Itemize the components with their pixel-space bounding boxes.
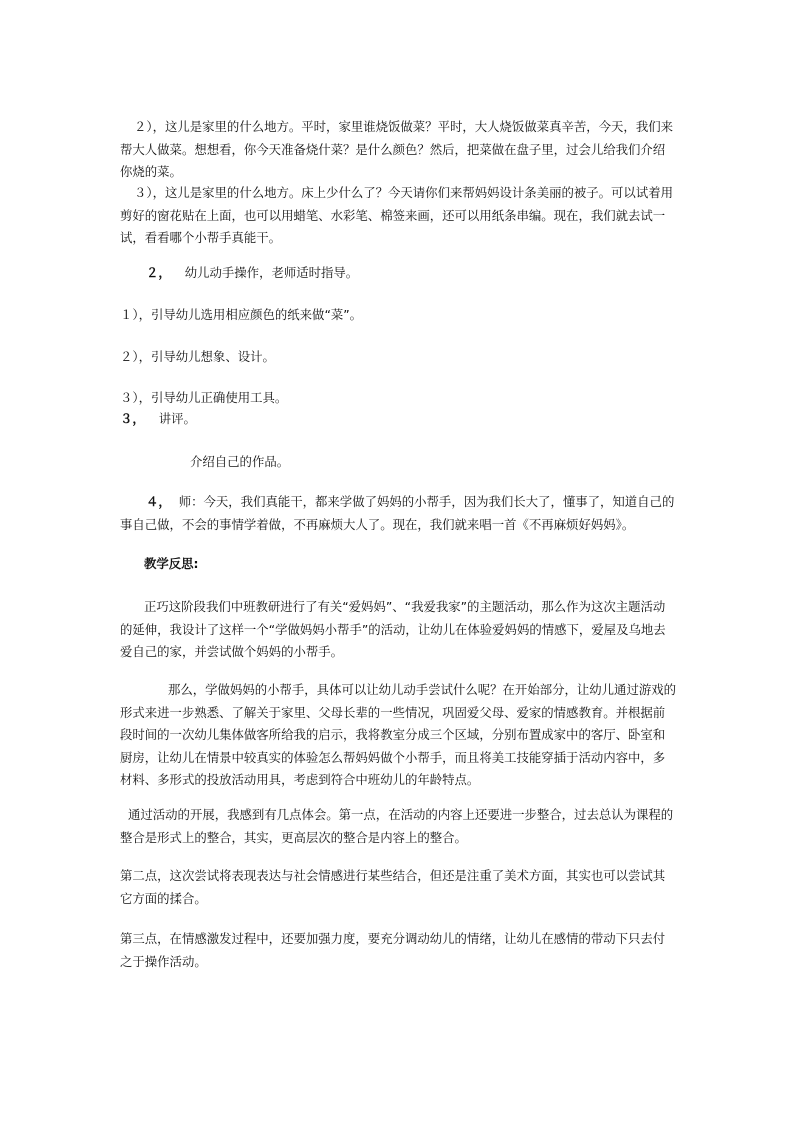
- paragraph-step-2-kitchen: ２），这儿是家里的什么地方。平时，家里谁烧饭做菜？平时，大人烧饭做菜真辛苦，今天，我们来帮大人做菜。想想看，你今天准备烧什菜？是什么颜色？然后，把菜做在盘子里，过会儿给我们介绍你烧的菜。: [120, 119, 673, 179]
- reflection-heading: 教学反思:: [144, 556, 199, 571]
- paragraph-guide-3: ３），引导幼儿正确使用工具。: [120, 390, 288, 405]
- paragraph-point-1: 通过活动的开展，我感到有几点体会。第一点，在活动的内容上还要进一步整合，过去总认为课程的整合是形式上的整合，其实，更高层次的整合是内容上的整合。: [120, 807, 674, 845]
- paragraph-guide-2: ２），引导幼儿想象、设计。: [120, 349, 275, 364]
- paragraph-reflection-detail: 那么，学做妈妈的小帮手，具体可以让幼儿动手尝试什么呢？在开始部分，让幼儿通过游戏的形式来进一步熟悉、了解关于家里、父母长辈的一些情况，巩固爱父母、爱家的情感教育。并根据前段时间的一次幼儿集体做客所给我的启示，我将教室分成三个区域，分别布置成家中的客厅、卧室和厨房，让幼儿在情景中较真实的体验怎么帮妈妈做个小帮手，而且将美工技能穿插于活动内容中，多材料、多形式的投放活动用具，考虑到符合中班幼儿的年龄特点。: [120, 682, 677, 787]
- section-number: ２，: [146, 266, 171, 280]
- paragraph-section-2: [120, 262, 676, 285]
- section-text: 幼儿动手操作，老师适时指导。: [184, 265, 359, 280]
- section-number: ３，: [120, 412, 145, 426]
- section-number: ４，: [146, 495, 171, 509]
- paragraph-reflection-intro: 正巧这阶段我们中班教研进行了有关“爱妈妈”、“我爱我家”的主题活动，那么作为这次主题活动的延伸，我设计了这样一个“学做妈妈小帮手”的活动，让幼儿在体验爱妈妈的情感下，爱屋及乌地去爱自己的家，并尝试做个妈妈的小帮手。: [120, 599, 666, 659]
- paragraph-section-4: [120, 491, 676, 536]
- paragraph-section-3: [120, 408, 676, 431]
- paragraph-point-2: 第二点，这次尝试将表现表达与社会情感进行某些结合，但还是注重了美术方面，其实也可以尝试其它方面的揉合。: [120, 868, 666, 906]
- paragraph-introduce-work: 介绍自己的作品。: [190, 454, 290, 469]
- section-text: 讲评。: [158, 411, 196, 426]
- section-text: 师：今天，我们真能干，都来学做了妈妈的小帮手，因为我们长大了，懂事了，知道自己的事自己做，不会的事情学着做，不再麻烦大人了。现在，我们就来唱一首《不再麻烦好妈妈》。: [120, 494, 675, 532]
- paragraph-point-3: 第三点，在情感激发过程中，还要加强力度，要充分调动幼儿的情绪，让幼儿在感情的带动下只去付之于操作活动。: [120, 931, 666, 969]
- paragraph-step-3-bedroom: ３），这儿是家里的什么地方。床上少什么了？今天请你们来帮妈妈设计条美丽的被子。可以试着用剪好的窗花贴在上面，也可以用蜡笔、水彩笔、棉签来画，还可以用纸条串编。现在，我们就去试一试，看看哪个小帮手真能干。: [120, 185, 673, 245]
- paragraph-guide-1: １），引导幼儿选用相应颜色的纸来做“菜”。: [120, 307, 363, 322]
